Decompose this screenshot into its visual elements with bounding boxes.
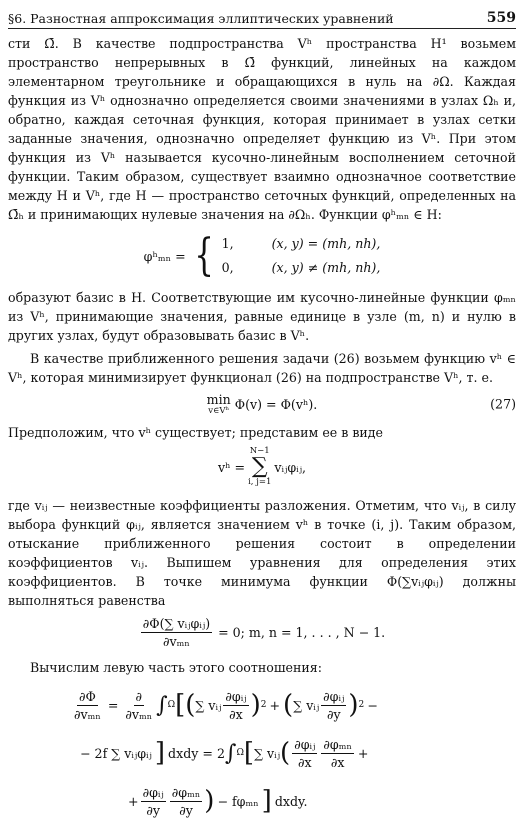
paragraph-2: образуют базис в H. Соответствующие им кусочно-линейные функции φₘₙ из Vʰ, принимающие значения, равные единице в узле (m, n) и нулю в других узлах, будут образовывать базис в Vʰ. [8,290,516,343]
cases [186,232,381,280]
paragraph-5: где vᵢⱼ — неизвестные коэффициенты разложения. Отметим, что vᵢⱼ, в силу выбора функций φᵢⱼ, является значением vʰ в точке (i, j). Таким образом, отыскание приближенного решения состоит в определении коэффициентов vᵢⱼ. Выпишем уравнения для определения этих коэффициентов. В точке минимума функции Φ(∑vᵢⱼφᵢⱼ) должны выполняться равенства [8,498,516,608]
min-operator: min v∈Vʰ [206,392,231,416]
integral-icon: ∫ [156,692,168,718]
equation-basis [8,228,516,284]
equation-number: (27) [490,396,516,412]
paragraph-6: Вычислим левую часть этого соотношения: [30,660,322,675]
paragraph-4: Предположим, что vʰ существует; представим ее в виде [8,425,384,440]
equation-line-2: − 2f ∑ vᵢⱼφᵢⱼ ] dxdy = 2 ∫ Ω [ ∑ vᵢⱼ ( $\frac{\text{∂φᵢⱼ}}{\partial x}$ $\frac{\text{∂φₘₙ}}{\partial x}$ + [80,736,369,770]
stationarity-fraction: $\frac{\text{∂Φ(∑ vᵢⱼφᵢⱼ)}}{\text{∂vₘₙ}}$ [142,615,211,649]
running-header [8,2,516,29]
eq27-rhs: Φ(v) = Φ(vʰ). [234,396,318,412]
expansion-term: vᵢⱼφᵢⱼ, [274,459,307,475]
equation-line-1: $\frac{\partial\Phi}{\text{∂vₘₙ}}$ = $\frac{\partial}{\text{∂vₘₙ}}$ ∫ Ω [( ∑ vᵢⱼ $\frac{\text{∂φᵢⱼ}}{\partial x}$ ) 2 + ( ∑ vᵢⱼ $\frac{\text{∂φᵢⱼ}}{\partial y}$ ) 2 − [74,688,378,722]
page-number: 559 [486,10,516,26]
basis-lhs: φʰₘₙ = [143,248,186,264]
left-brace: { [193,230,214,281]
paragraph-3: В качестве приближенного решения задачи (26) возьмем функцию vʰ ∈ Vʰ, которая минимизирует функционал (26) на подпространстве Vʰ, т. е. [8,351,516,385]
case2-condition: (x, y) ≠ (mh, nh), [271,260,381,275]
sigma-icon: ∑ [251,454,268,479]
case1-condition: (x, y) = (mh, nh), [271,236,381,251]
stationarity-rest: = 0; m, n = 1, . . . , N − 1. [218,624,386,640]
case1-value: 1, [221,236,234,251]
paragraph-1: сти Ω̄. В качестве подпространства Vʰ пространства H¹ возьмем пространство непрерывных в Ω̄ функций, линейных на каждом элементарном треугольнике и обращающихся в нуль на ∂Ω. Каждая функция из Vʰ однозначно определяется своими значениями в узлах Ωₕ и, обратно, каждая сеточная функция, которая принимает в узлах сетки заданные значения, однозначно определяет функцию из Vʰ. При этом функция из Vʰ называется кусочно-линейным восполнением сеточной функции. Таким образом, существует взаимно однозначное соответствие между H и Vʰ, где H — пространство сеточных функций, определенных на Ω̄ₕ и принимающих нулевые значения на ∂Ωₕ. Функции φʰₘₙ ∈ H: [8,36,516,222]
page-body [8,34,516,825]
case2-value: 0, [221,260,234,275]
equation-27 [8,387,516,421]
min-subscript: v∈Vʰ [208,406,230,416]
expansion-lhs: vʰ = [217,459,246,475]
equation-stationarity [8,610,516,654]
equation-line-3: + $\frac{\text{∂φᵢⱼ}}{\partial y}$ $\frac{\text{∂φₘₙ}}{\partial y}$ ) − fφₘₙ ] dxdy. [128,784,308,818]
integral-icon-2: ∫ [224,740,237,766]
section-title: §6. Разностная аппроксимация эллиптических уравнений [8,11,394,26]
equation-expansion [8,442,516,492]
sum-operator [248,447,271,487]
sum-lower-limit: i, j=1 [248,477,272,487]
sum-upper-limit: N−1 [249,446,270,456]
